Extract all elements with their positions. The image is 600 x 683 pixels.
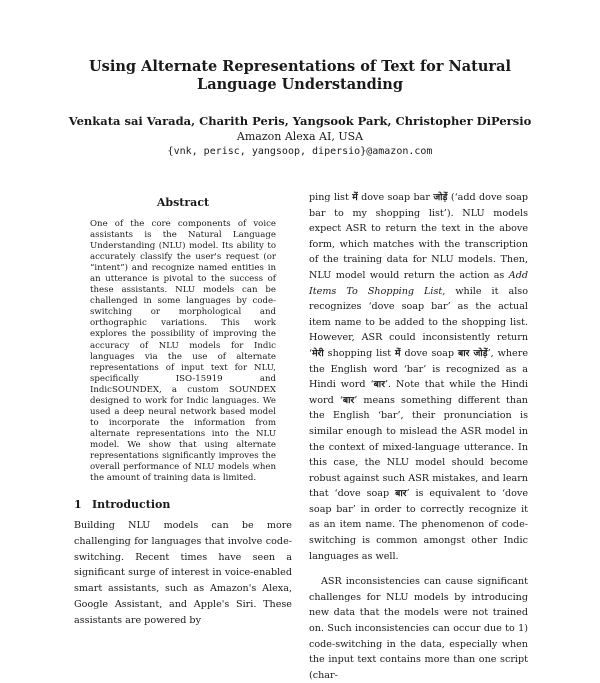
text-run: (‘add dove soap bar to my shopping list’). NLU models expect ASR to return the text in the above form, which matches with the transcription of the training data for NLU models. Then, NLU model would return the action as: [309, 192, 528, 281]
abstract-heading: Abstract: [156, 196, 210, 209]
right-column-paragraph-2: ASR inconsistencies can cause significant challenges for NLU models by introducing new data that the models were not trained on. Such inconsistencies can occur due to 1) code-switching in the data, especially when the input text contains more than one script (char-: [309, 576, 528, 681]
abstract-text: One of the core components of voice assistants is the Natural Language Understanding (NLU) model. Its ability to accurately classify the user's request (or “intent”) and recognize named entities in an utterance is pivotal to the success of these assistants. NLU models can be challenged in some languages by code-switching or morphological and orthographic variations. This work explores the possibility of improving the accuracy of NLU models for Indic languages via the use of alternate representations of input text for NLU, specifically ISO-15919 and IndicSOUNDEX, a custom SOUNDEX designed to work for Indic languages. We used a deep neural network based model to incorporate the information from alternate representations into the NLU model. We show that using alternate representations significantly improves the overall performance of NLU models when the amount of training data is limited.: [90, 219, 276, 484]
right-column-paragraph: [309, 190, 528, 564]
text-run: ’, where the English word ‘bar’ is recognized as a Hindi word ‘: [309, 347, 528, 391]
hindi-word: मेरी: [312, 347, 324, 359]
text-run: , while it also recognizes ‘dove soap bar’ as the actual item name to be added to the shopping list. However, ASR could inconsistently return ‘: [309, 285, 528, 359]
hindi-word: बार: [395, 488, 407, 500]
text-run: dove soap bar: [357, 192, 434, 203]
author-list: Venkata sai Varada, Charith Peris, Yangsook Park, Christopher DiPersio: [68, 114, 532, 128]
author-emails: {vnk, perisc, yangsoop, dipersio}@amazon.com: [167, 146, 433, 157]
text-run: shopping list: [323, 347, 396, 359]
text-run: ping list: [309, 192, 353, 203]
intent-name: Add Items To Shopping List: [309, 269, 528, 297]
hindi-word: जोड़ें: [433, 192, 448, 203]
hindi-word: में: [395, 347, 401, 359]
hindi-word: में: [352, 192, 358, 203]
introduction-text: Building NLU models can be more challenging for languages that involve code-switching. Recent times have seen a significant surge of interest in voice-enabled smart assistants, such as Amazon's Alexa, Google Assistant, and Apple's Siri. These assistants are powered by: [74, 520, 292, 626]
text-run: ’ is equivalent to ‘dove soap bar’ in order to correctly recognize it as an item name. The phenomenon of code-switching is common amongst other Indic languages as well.: [309, 488, 529, 562]
affiliation: Amazon Alexa AI, USA: [236, 130, 364, 143]
right-column: [309, 190, 528, 683]
section-number: 1: [74, 498, 82, 511]
section-heading-introduction: [74, 498, 294, 511]
text-run: dove soap: [400, 347, 458, 359]
hindi-word: बार: [342, 394, 355, 406]
section-title: Introduction: [92, 498, 171, 511]
paper-title: Using Alternate Representations of Text for Natural Language Understanding: [89, 58, 511, 93]
text-run: ’. Note that while the Hindi word ‘: [309, 379, 529, 406]
hindi-word: बार जोड़ें: [458, 347, 488, 359]
text-run: ’ means something different than the English ‘bar’, their pronunciation is similar enough to mislead the ASR model in the context of mixed-language utterance. In this case, the NLU model should become robust against such ASR mistakes, and learn that ‘dove soap: [309, 394, 528, 500]
hindi-word: बार: [373, 379, 385, 391]
